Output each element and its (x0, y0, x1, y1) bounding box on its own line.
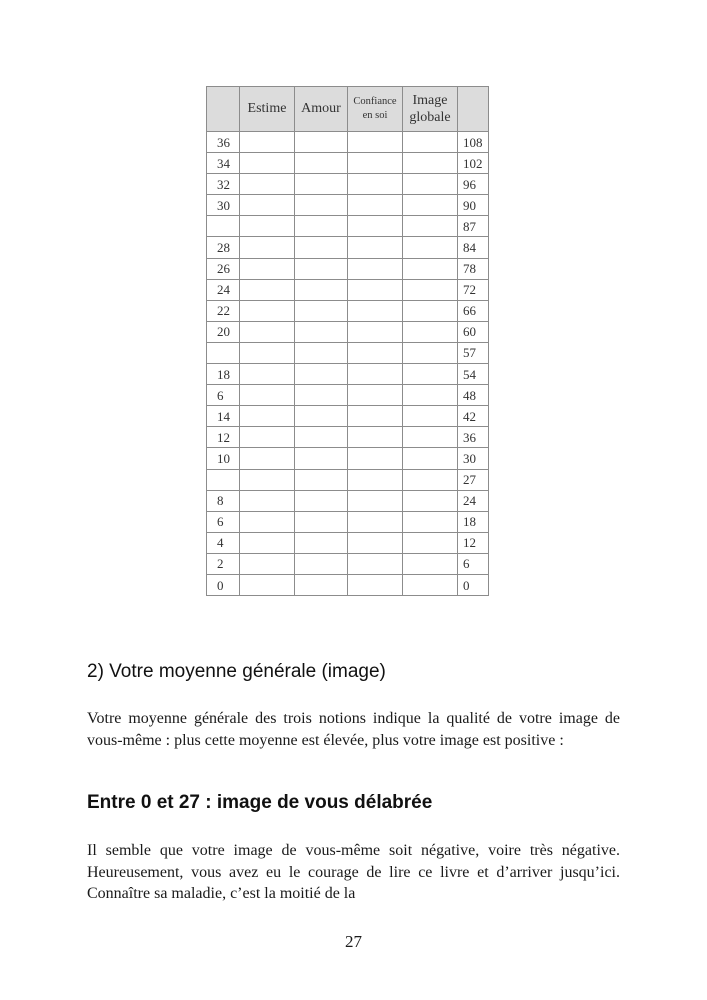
row-score-right: 84 (458, 237, 489, 258)
table-row (207, 364, 489, 385)
cell-confiance (348, 153, 403, 174)
table-row (207, 553, 489, 574)
cell-amour (295, 553, 348, 574)
header-image-globale (403, 87, 458, 132)
cell-confiance (348, 258, 403, 279)
cell-image-globale (403, 427, 458, 448)
table-row (207, 258, 489, 279)
row-score-right: 96 (458, 174, 489, 195)
cell-image-globale (403, 469, 458, 490)
row-score-right: 27 (458, 469, 489, 490)
cell-confiance (348, 490, 403, 511)
cell-image-globale (403, 279, 458, 300)
cell-confiance (348, 448, 403, 469)
table-row (207, 469, 489, 490)
cell-estime (240, 427, 295, 448)
paragraph-2: Il semble que votre image de vous-même soit négative, voire très négative. Heureusement, vous avez eu le courage de lire ce livre et d’arriver jusqu’ici. Connaître sa maladie, c’est la moitié de la (87, 842, 620, 902)
cell-image-globale (403, 574, 458, 595)
row-score-left: 6 (207, 385, 240, 406)
row-score-left: 32 (207, 174, 240, 195)
cell-image-globale (403, 153, 458, 174)
row-score-left: 22 (207, 300, 240, 321)
row-score-left (207, 469, 240, 490)
table-body (207, 132, 489, 596)
header-image-line2: globale (409, 110, 451, 125)
cell-image-globale (403, 300, 458, 321)
cell-image-globale (403, 132, 458, 153)
table-row (207, 385, 489, 406)
table-row (207, 279, 489, 300)
cell-confiance (348, 237, 403, 258)
cell-amour (295, 385, 348, 406)
row-score-right: 102 (458, 153, 489, 174)
cell-estime (240, 153, 295, 174)
table-header-row (207, 87, 489, 132)
cell-amour (295, 427, 348, 448)
cell-amour (295, 406, 348, 427)
cell-estime (240, 490, 295, 511)
cell-confiance (348, 532, 403, 553)
row-score-left: 4 (207, 532, 240, 553)
row-score-right: 78 (458, 258, 489, 279)
header-corner-right (458, 87, 489, 132)
cell-confiance (348, 300, 403, 321)
cell-estime (240, 300, 295, 321)
row-score-right: 6 (458, 553, 489, 574)
row-score-left: 26 (207, 258, 240, 279)
cell-confiance (348, 132, 403, 153)
cell-image-globale (403, 342, 458, 363)
cell-amour (295, 469, 348, 490)
row-score-left: 30 (207, 195, 240, 216)
cell-image-globale (403, 216, 458, 237)
row-score-right: 60 (458, 321, 489, 342)
row-score-left: 2 (207, 553, 240, 574)
table-row (207, 237, 489, 258)
cell-estime (240, 532, 295, 553)
cell-image-globale (403, 258, 458, 279)
cell-amour (295, 132, 348, 153)
row-score-right: 54 (458, 364, 489, 385)
section-heading: 2) Votre moyenne générale (image) (87, 661, 386, 682)
cell-confiance (348, 321, 403, 342)
cell-confiance (348, 574, 403, 595)
header-confiance-line2: en soi (362, 110, 388, 121)
cell-estime (240, 385, 295, 406)
row-score-left: 34 (207, 153, 240, 174)
cell-amour (295, 237, 348, 258)
cell-confiance (348, 342, 403, 363)
cell-confiance (348, 364, 403, 385)
row-score-left: 18 (207, 364, 240, 385)
cell-estime (240, 216, 295, 237)
cell-estime (240, 279, 295, 300)
row-score-left: 10 (207, 448, 240, 469)
cell-estime (240, 553, 295, 574)
row-score-right: 24 (458, 490, 489, 511)
row-score-left: 20 (207, 321, 240, 342)
row-score-right: 30 (458, 448, 489, 469)
cell-amour (295, 321, 348, 342)
cell-amour (295, 342, 348, 363)
table-row (207, 174, 489, 195)
row-score-right: 0 (458, 574, 489, 595)
table-row (207, 342, 489, 363)
row-score-left (207, 342, 240, 363)
row-score-left: 0 (207, 574, 240, 595)
cell-confiance (348, 406, 403, 427)
row-score-right: 57 (458, 342, 489, 363)
cell-image-globale (403, 174, 458, 195)
cell-image-globale (403, 448, 458, 469)
cell-image-globale (403, 406, 458, 427)
row-score-right: 18 (458, 511, 489, 532)
cell-image-globale (403, 195, 458, 216)
cell-estime (240, 174, 295, 195)
cell-image-globale (403, 385, 458, 406)
row-score-left (207, 216, 240, 237)
row-score-left: 36 (207, 132, 240, 153)
header-confiance-line1: Confiance (353, 96, 397, 107)
header-estime: Estime (240, 87, 295, 132)
header-amour: Amour (295, 87, 348, 132)
cell-amour (295, 258, 348, 279)
cell-estime (240, 342, 295, 363)
cell-estime (240, 511, 295, 532)
cell-estime (240, 574, 295, 595)
row-score-right: 12 (458, 532, 489, 553)
table-row (207, 490, 489, 511)
table-row (207, 427, 489, 448)
cell-image-globale (403, 321, 458, 342)
table-row (207, 195, 489, 216)
cell-amour (295, 300, 348, 321)
cell-amour (295, 279, 348, 300)
cell-estime (240, 448, 295, 469)
cell-estime (240, 195, 295, 216)
paragraph-1: Votre moyenne générale des trois notions indique la qualité de votre image de vous-même : plus cette moyenne est élevée, plus votre image est positive : (87, 710, 620, 749)
cell-image-globale (403, 364, 458, 385)
page-number: 27 (345, 932, 362, 951)
cell-amour (295, 364, 348, 385)
row-score-left: 12 (207, 427, 240, 448)
cell-confiance (348, 511, 403, 532)
cell-estime (240, 469, 295, 490)
cell-image-globale (403, 490, 458, 511)
cell-estime (240, 237, 295, 258)
cell-confiance (348, 174, 403, 195)
cell-amour (295, 153, 348, 174)
header-image-line1: Image (412, 93, 448, 108)
row-score-left: 28 (207, 237, 240, 258)
table-row (207, 532, 489, 553)
row-score-right: 108 (458, 132, 489, 153)
cell-amour (295, 490, 348, 511)
cell-amour (295, 174, 348, 195)
table-row (207, 321, 489, 342)
cell-estime (240, 258, 295, 279)
cell-amour (295, 532, 348, 553)
table-row (207, 511, 489, 532)
range-heading: Entre 0 et 27 : image de vous délabrée (87, 792, 433, 813)
cell-image-globale (403, 532, 458, 553)
cell-confiance (348, 469, 403, 490)
cell-estime (240, 406, 295, 427)
cell-confiance (348, 427, 403, 448)
cell-confiance (348, 216, 403, 237)
cell-confiance (348, 385, 403, 406)
header-corner-left (207, 87, 240, 132)
row-score-right: 72 (458, 279, 489, 300)
cell-confiance (348, 279, 403, 300)
row-score-right: 42 (458, 406, 489, 427)
cell-image-globale (403, 553, 458, 574)
table-row (207, 216, 489, 237)
cell-confiance (348, 553, 403, 574)
cell-amour (295, 216, 348, 237)
table-row (207, 406, 489, 427)
cell-confiance (348, 195, 403, 216)
row-score-left: 6 (207, 511, 240, 532)
cell-amour (295, 448, 348, 469)
row-score-right: 87 (458, 216, 489, 237)
cell-estime (240, 364, 295, 385)
cell-amour (295, 574, 348, 595)
row-score-right: 90 (458, 195, 489, 216)
row-score-right: 48 (458, 385, 489, 406)
row-score-left: 24 (207, 279, 240, 300)
header-confiance (348, 87, 403, 132)
table-row (207, 300, 489, 321)
cell-image-globale (403, 237, 458, 258)
row-score-left: 8 (207, 490, 240, 511)
cell-estime (240, 132, 295, 153)
cell-image-globale (403, 511, 458, 532)
cell-amour (295, 511, 348, 532)
cell-amour (295, 195, 348, 216)
table-row (207, 448, 489, 469)
table-row (207, 153, 489, 174)
score-table (206, 86, 489, 596)
cell-estime (240, 321, 295, 342)
row-score-right: 36 (458, 427, 489, 448)
row-score-right: 66 (458, 300, 489, 321)
table-row (207, 574, 489, 595)
table-row (207, 132, 489, 153)
row-score-left: 14 (207, 406, 240, 427)
